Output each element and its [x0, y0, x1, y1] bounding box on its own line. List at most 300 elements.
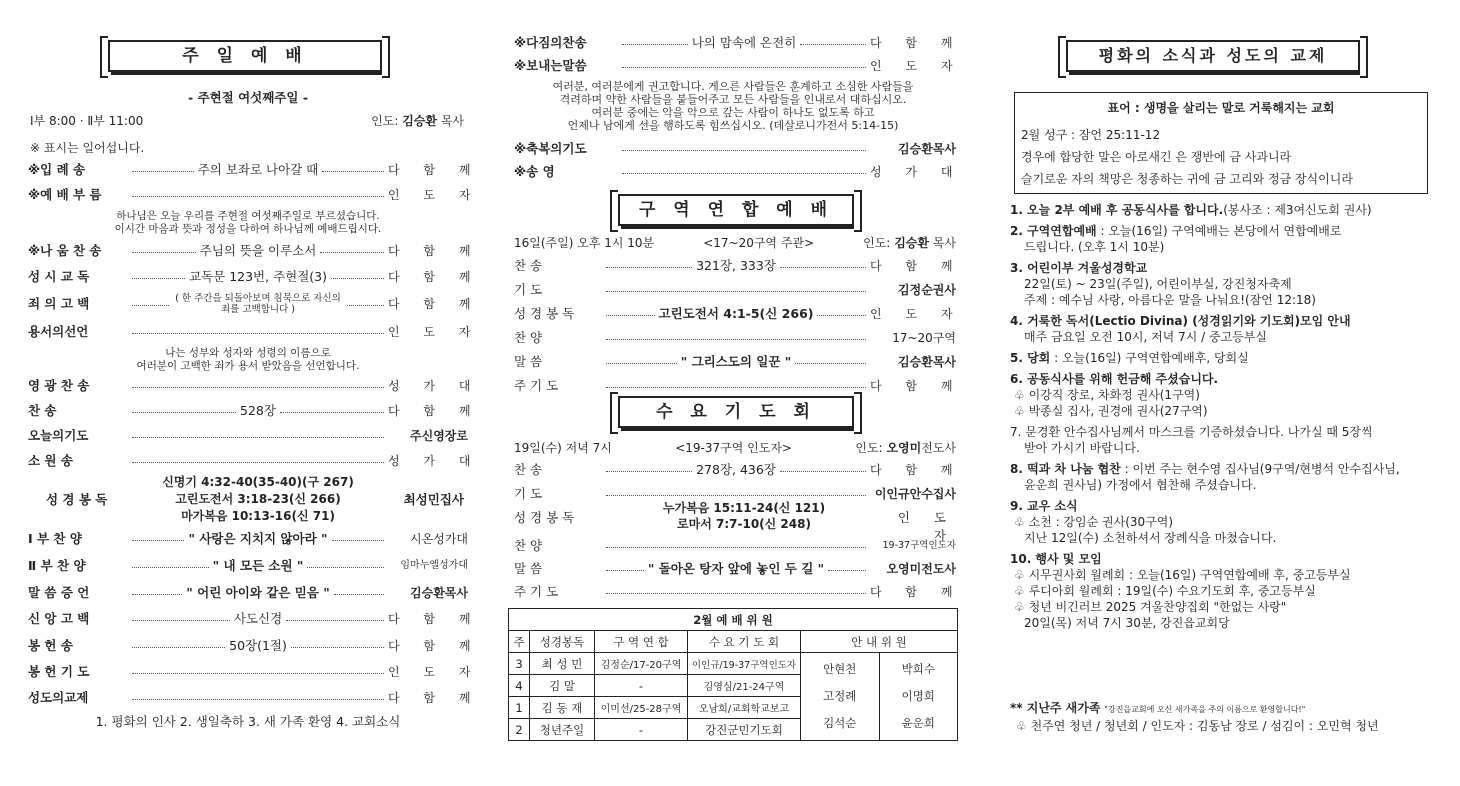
- service-label: 성 경 봉 독: [514, 306, 575, 321]
- table-cell: 김 말: [530, 675, 595, 697]
- news-item-head: [1010, 260, 1436, 276]
- news-item: [1010, 260, 1436, 308]
- leader-dots: [280, 400, 384, 413]
- news-item-head: [1010, 313, 1436, 329]
- table-header: 수 요 기 도 회: [688, 631, 801, 653]
- leader-dots: [286, 608, 384, 621]
- order-right: 다 함 께: [388, 691, 481, 705]
- leader-dots: [606, 351, 677, 364]
- order-label: 죄 의 고 백: [28, 296, 90, 311]
- leader-dots: [606, 375, 866, 388]
- order-label: 신 앙 고 백: [28, 611, 90, 626]
- news-item-line: 받아 가시기 바랍니다.: [1024, 441, 1140, 455]
- service-right: 다 함 께: [870, 585, 963, 599]
- service-label: 찬 양: [514, 330, 543, 345]
- send-text: [506, 80, 960, 132]
- order-row: [28, 293, 481, 315]
- motto: 표어 : 생명을 살리는 말로 거룩해지는 교회: [1107, 101, 1335, 115]
- order-row: [28, 661, 481, 683]
- district-worship-title: 구 역 연 합 예 배: [618, 194, 854, 226]
- leader-dots: [800, 32, 866, 45]
- leader-dots: [132, 321, 384, 334]
- order-row: [28, 400, 481, 422]
- service-right: 다 함 께: [870, 379, 963, 393]
- news-item-head: [1010, 202, 1436, 218]
- service-time: Ⅰ부 8:00 · Ⅱ부 11:00: [30, 114, 144, 128]
- district-host: <17~20구역 주관>: [703, 236, 815, 250]
- service-label: 찬 송: [514, 462, 543, 477]
- order-right: 성 가 대: [388, 379, 481, 393]
- wednesday-passage: 누가복음 15:11-24(신 121): [662, 501, 826, 515]
- sunday-worship-column: [28, 0, 481, 786]
- leader-label: 인도:: [371, 114, 399, 128]
- new-family-note: "강진읍교회에 오신 새가족을 주의 이름으로 환영합니다!": [1104, 705, 1306, 714]
- table-cell: 오남희/교회학교보고: [688, 697, 801, 719]
- order-row: [28, 635, 481, 657]
- news-item-title: 2. 구역연합예배: [1010, 224, 1097, 238]
- table-cell: 김영심/21-24구역: [688, 675, 801, 697]
- order-right: 다 함 께: [388, 639, 481, 653]
- leader-dots: [132, 528, 184, 541]
- order-row: [28, 321, 481, 343]
- news-item: [1010, 313, 1436, 345]
- leader-dots: [606, 535, 866, 548]
- sunday-worship-title: 주 일 예 배: [108, 40, 382, 72]
- news-item-line: ♧ 이강직 장로, 차화정 권사(1구역): [1014, 388, 1200, 402]
- send-text-line: 여러분 중에는 악을 악으로 갚는 사람이 하나도 없도록 하고: [591, 106, 875, 119]
- usher-name: 고정례: [823, 689, 857, 703]
- forgive-note: [28, 347, 468, 373]
- service-row: [514, 375, 963, 397]
- service-label: 기 도: [514, 486, 543, 501]
- news-item-head: [1010, 424, 1436, 440]
- call-note-line: 하나님은 오늘 우리를 주현절 여섯째주일로 부르셨습니다.: [116, 210, 380, 222]
- news-item-head: [1010, 461, 1436, 477]
- service-label: 찬 양: [514, 538, 543, 553]
- order-label: ※입 례 송: [28, 162, 86, 177]
- order-row: [28, 266, 481, 288]
- stand-note: ※ 표시는 일어섭니다.: [30, 141, 145, 155]
- news-item-head: [1010, 223, 1436, 239]
- service-label: 말 씀: [514, 354, 543, 369]
- table-cell: 강진군민기도회: [688, 719, 801, 741]
- service-content: 고린도전서 4:1-5(신 266): [658, 306, 814, 321]
- leader-dots: [322, 159, 384, 172]
- service-label: 주 기 도: [514, 378, 559, 393]
- news-item-title: 5. 당회: [1010, 351, 1051, 365]
- leader-dots: [132, 293, 169, 306]
- leader-dots: [332, 528, 384, 541]
- service-label: 찬 송: [514, 258, 543, 273]
- order-row: [28, 582, 468, 604]
- leader: [371, 112, 464, 129]
- district-leader-label: 인도:: [863, 236, 891, 250]
- news-title: 평화의 소식과 성도의 교제: [1066, 40, 1360, 72]
- news-item: [1010, 223, 1436, 255]
- scripture-label: 성 경 봉 독: [46, 492, 108, 507]
- order-label: 성도의교제: [28, 690, 89, 705]
- scripture-passage: 고린도전서 3:18-23(신 266): [175, 492, 341, 506]
- news-item-line: 주제 : 예수님 사랑, 아름다운 말을 나눠요!(잠언 12:18): [1024, 293, 1316, 307]
- leader-dots: [606, 303, 655, 316]
- order-content: 교독문 123번, 주현절(3): [189, 269, 328, 284]
- order-content: 사도신경: [233, 611, 283, 626]
- scripture-passage: 마가복음 10:13-16(신 71): [181, 509, 335, 523]
- leader-dots: [132, 687, 384, 700]
- table-header-row: [509, 631, 958, 653]
- leader-dots: [606, 459, 692, 472]
- news-item-line: 매주 금요일 오전 10시, 저녁 7시 / 중고등부실: [1024, 330, 1267, 344]
- leader-dots: [334, 582, 384, 595]
- order-label: 소 원 송: [28, 453, 73, 468]
- service-right: 김승환목사: [898, 355, 957, 369]
- order-row: [28, 184, 481, 206]
- order-right: 인 도 자: [388, 665, 481, 679]
- order-label: ※예 배 부 름: [28, 187, 102, 202]
- order-row: [28, 159, 481, 181]
- table-cell: 김 동 재: [530, 697, 595, 719]
- order-row: [28, 375, 481, 397]
- news-item-line: ♧ 시무권사회 월례회 : 오늘(16일) 구역연합예배 후, 중고등부실: [1014, 568, 1351, 582]
- verse-block: [1021, 124, 1427, 190]
- news-item-title: 6. 공동식사를 위해 헌금해 주셨습니다.: [1010, 372, 1219, 386]
- news-item-line: ♧ 박종실 집사, 권경애 권사(27구역): [1014, 404, 1208, 418]
- order-right: 인 도 자: [388, 188, 481, 202]
- service-row: [514, 55, 963, 77]
- service-row: [514, 558, 956, 580]
- table-cell: 1: [509, 697, 530, 719]
- table-cell: 이인규/19-37구역인도자: [688, 653, 801, 675]
- news-item-head: [1010, 350, 1436, 366]
- subtitle: - 주현절 여섯째주일 -: [187, 90, 309, 105]
- service-content: " 돌아온 탕자 앞에 놓인 두 길 ": [647, 561, 825, 576]
- service-content: " 그리스도의 일꾼 ": [680, 354, 792, 369]
- service-label: ※축복의기도: [514, 141, 587, 156]
- leader-dots: [132, 240, 196, 253]
- order-label: 영 광 찬 송: [28, 378, 90, 393]
- table-header: 구 역 연 합: [595, 631, 688, 653]
- order-right: 주신영장로: [410, 429, 468, 443]
- leader-dots: [828, 558, 866, 571]
- leader-name: 김승환: [402, 114, 437, 128]
- wednesday-leader-label: 인도:: [855, 441, 883, 455]
- wednesday-scripture-label: 성 경 봉 독: [514, 510, 575, 525]
- order-row: [28, 425, 468, 447]
- order-right: 다 함 께: [388, 244, 481, 258]
- service-right: 다 함 께: [870, 259, 963, 273]
- leader-dots: [780, 459, 866, 472]
- service-label: 주 기 도: [514, 584, 559, 599]
- usher-name: 안현천: [823, 662, 857, 676]
- order-label: 찬 송: [28, 403, 57, 418]
- verse-line: 슬기로운 자의 책망은 청종하는 귀에 금 고리와 정금 장식이니라: [1021, 172, 1353, 186]
- scripture-passage: 신명기 4:32-40(35-40)(구 267): [162, 475, 354, 489]
- leader-dots: [132, 266, 185, 279]
- service-row: [514, 581, 963, 603]
- service-label: 말 씀: [514, 561, 543, 576]
- call-note: [28, 210, 468, 236]
- wednesday-host: <19-37구역 인도자>: [675, 441, 792, 455]
- news-item-title: 3. 어린이부 겨울성경학교: [1010, 261, 1148, 275]
- leader-dots: [622, 138, 866, 151]
- leader-dots: [307, 555, 384, 568]
- news-item-text: (봉사조 : 제3여신도회 권사): [1223, 203, 1372, 217]
- usher-name: 이명희: [901, 689, 935, 703]
- news-item-line: 20일(목) 저녁 7시 30분, 강진읍교회당: [1024, 616, 1230, 630]
- order-label: Ⅰ 부 찬 양: [28, 531, 82, 546]
- service-label: ※송 영: [514, 164, 555, 179]
- table-cell: 청년주일: [530, 719, 595, 741]
- service-row: [514, 32, 963, 54]
- district-leader-title: 목사: [932, 236, 956, 250]
- table-header: 성경봉독: [530, 631, 595, 653]
- news-item-line: 지난 12일(수) 소천하셔서 장례식을 마쳤습니다.: [1024, 531, 1277, 545]
- news-item-text: 7. 문경환 안수집사님께서 마스크를 기증하셨습니다. 나가실 때 5장씩: [1010, 425, 1373, 439]
- scripture-reading: [28, 474, 468, 528]
- district-info: [514, 234, 956, 251]
- wednesday-info: [514, 439, 956, 456]
- order-content: 528장: [240, 403, 276, 418]
- order-row: [28, 240, 481, 262]
- news-item-text: : 이번 주는 현수영 집사님(9구역/현병석 안수집사님,: [1120, 462, 1400, 476]
- order-content: 주님의 뜻을 이루소서: [199, 243, 317, 258]
- news-item: [1010, 371, 1436, 419]
- service-row: [514, 161, 963, 183]
- order-label: Ⅱ 부 찬 양: [28, 558, 86, 573]
- leader-dots: [132, 159, 194, 172]
- order-row: [28, 608, 481, 630]
- service-right: 김정순권사: [898, 283, 956, 297]
- motto-box: [1014, 92, 1428, 194]
- worship-column-2: [506, 0, 963, 786]
- district-date: 16일(주일) 오후 1시 10분: [514, 236, 655, 250]
- leader-dots: [606, 279, 866, 292]
- leader-title: 목사: [440, 114, 464, 128]
- order-right: 다 함 께: [388, 612, 481, 626]
- table-cell: 김정순/17-20구역: [595, 653, 688, 675]
- table-cell: 2: [509, 719, 530, 741]
- new-family: [1010, 700, 1436, 735]
- service-content: 나의 맘속에 온전히: [691, 35, 797, 50]
- order-right: 인 도 자: [388, 325, 481, 339]
- news-item-head: [1010, 551, 1436, 567]
- scripture-passages: [138, 474, 378, 525]
- news-item-line: 22일(토) ~ 23일(주일), 어린이부실, 강진청자축제: [1024, 277, 1292, 291]
- order-row: [28, 528, 468, 550]
- service-row: [514, 327, 956, 349]
- order-right: 다 함 께: [388, 163, 481, 177]
- order-row: [28, 450, 481, 472]
- table-cell: -: [595, 719, 688, 741]
- leader-dots: [132, 184, 384, 197]
- service-row: [514, 351, 956, 373]
- order-right: 성 가 대: [388, 454, 481, 468]
- leader-dots: [606, 483, 866, 496]
- service-right: 김승환목사: [898, 142, 956, 156]
- wednesday-leader-name: 오영미: [886, 441, 922, 455]
- news-item-line: 드립니다. (오후 1시 10분): [1024, 240, 1165, 254]
- news-item-title: 9. 교우 소식: [1010, 499, 1078, 513]
- service-right: 다 함 께: [870, 463, 963, 477]
- leader-dots: [291, 635, 384, 648]
- order-content: 주의 보좌로 나아갈 때: [197, 162, 319, 177]
- send-text-line: 언제나 남에게 선을 행하도록 힘쓰십시오. (데살로니가전서 5:14-15): [567, 119, 899, 132]
- service-row: [514, 459, 963, 481]
- news-item: [1010, 350, 1436, 366]
- service-content: 321장, 333장: [696, 258, 776, 273]
- service-row: [514, 255, 963, 277]
- leader-dots: [606, 327, 866, 340]
- forgive-note-line: 나는 성부와 성자와 성령의 이름으로: [165, 347, 331, 359]
- order-content: " 사랑은 지치지 않아라 ": [188, 531, 328, 546]
- table-cell: 4: [509, 675, 530, 697]
- order-label: 성 시 교 독: [28, 269, 90, 284]
- news-item: [1010, 424, 1436, 456]
- order-label: 오늘의기도: [28, 428, 89, 443]
- service-label: ※다짐의찬송: [514, 35, 587, 50]
- leader-dots: [320, 240, 384, 253]
- usher-name: 윤운희: [901, 716, 935, 730]
- service-right: 다 함 께: [870, 36, 963, 50]
- service-right: 인 도 자: [870, 307, 963, 321]
- leader-dots: [132, 608, 230, 621]
- table-header: 주: [509, 631, 530, 653]
- wednesday-passage: 로마서 7:7-10(신 248): [677, 517, 811, 531]
- order-right: 시온성가대: [410, 532, 469, 546]
- table-header: 안 내 위 원: [801, 631, 958, 653]
- wednesday-passages: [644, 500, 844, 532]
- order-row: [28, 687, 481, 709]
- leader-dots: [132, 661, 384, 674]
- leader-dots: [347, 293, 384, 306]
- wednesday-date: 19일(수) 저녁 7시: [514, 441, 612, 455]
- order-label: 말 씀 증 언: [28, 585, 90, 600]
- fellowship-list: 1. 평화의 인사 2. 생일축하 3. 새 가족 환영 4. 교회소식: [95, 714, 401, 729]
- news-item-title: 4. 거룩한 독서(Lectio Divina) (성경읽기와 기도회)모임 안내: [1010, 314, 1351, 328]
- district-leader-name: 김승환: [894, 236, 929, 250]
- news-list: [1010, 202, 1436, 636]
- service-row: [514, 138, 956, 160]
- usher-cell: [801, 653, 880, 741]
- district-leader: [863, 234, 956, 251]
- usher-name: 박희수: [901, 662, 935, 676]
- news-item: [1010, 551, 1436, 631]
- news-item-title: 8. 떡과 차 나눔 협찬: [1010, 462, 1121, 476]
- service-right: 19-37구역인도자: [882, 540, 956, 551]
- forgive-note-line: 여러분이 고백한 죄가 용서 받았음을 선언합니다.: [136, 360, 360, 372]
- leader-dots: [622, 55, 866, 68]
- service-label: ※보내는말씀: [514, 58, 587, 73]
- wednesday-scripture: [514, 500, 956, 543]
- leader-dots: [132, 635, 225, 648]
- order-right: 다 함 께: [388, 404, 481, 418]
- service-row: [514, 279, 956, 301]
- service-right: 17~20구역: [892, 331, 956, 345]
- scripture-reader: 최성민집사: [403, 492, 464, 507]
- leader-dots: [132, 400, 236, 413]
- table-cell: -: [595, 675, 688, 697]
- wednesday-scripture-right: 인 도 자: [897, 510, 956, 543]
- table-cell: 3: [509, 653, 530, 675]
- table-row: [509, 653, 958, 675]
- order-content: ( 한 주간을 되돌아보며 침묵으로 자신의 죄를 고백합니다 ): [175, 293, 341, 315]
- order-right: 임마누엘성가대: [400, 560, 468, 571]
- leader-dots: [817, 303, 866, 316]
- order-label: ※나 움 찬 송: [28, 243, 102, 258]
- service-right: 오영미전도사: [886, 562, 957, 576]
- news-item-text: : 오늘(16일) 구역예배는 본당에서 연합예배로: [1096, 224, 1342, 238]
- service-content: 278장, 436장: [696, 462, 776, 477]
- order-right: 다 함 께: [388, 297, 481, 311]
- leader-dots: [132, 555, 209, 568]
- leader-dots: [606, 581, 866, 594]
- send-text-line: 여러분, 여러분에게 권고합니다. 게으른 사람들은 훈계하고 소심한 사람들을: [552, 80, 914, 93]
- order-label: 봉 헌 송: [28, 638, 73, 653]
- call-note-line: 이시간 마음과 뜻과 정성을 다하여 하나님께 예배드립시다.: [114, 223, 382, 235]
- leader-dots: [795, 351, 866, 364]
- leader-dots: [132, 450, 384, 463]
- news-item-title: 10. 행사 및 모임: [1010, 552, 1102, 566]
- order-right: 김승환목사: [410, 586, 468, 600]
- news-item-line: 윤운희 권사님) 가정에서 협찬해 주셨습니다.: [1024, 478, 1257, 492]
- wednesday-leader-title: 전도사: [921, 441, 956, 455]
- leader-dots: [132, 375, 384, 388]
- leader-dots: [132, 582, 182, 595]
- leader-dots: [132, 425, 384, 438]
- service-row: [514, 303, 963, 325]
- table-cell: 이미선/25-28구역: [595, 697, 688, 719]
- order-right: 다 함 께: [388, 270, 481, 284]
- new-family-line: ♧ 천주연 청년 / 청년회 / 인도자 : 김동남 장로 / 섬김이 : 오민혁 청년: [1016, 719, 1379, 733]
- leader-dots: [780, 255, 866, 268]
- service-label: 기 도: [514, 282, 543, 297]
- service-right: 이인규안수집사: [874, 487, 956, 501]
- leader-dots: [622, 161, 866, 174]
- news-item-line: ♧ 루디아회 월례회 : 19일(수) 수요기도회 후, 중고등부실: [1014, 584, 1316, 598]
- news-item-text: : 오늘(16일) 구역연합예배후, 당회실: [1050, 351, 1249, 365]
- leader-dots: [622, 32, 688, 45]
- news-item-head: [1010, 498, 1436, 514]
- wednesday-prayer-title: 수 요 기 도 회: [618, 396, 854, 428]
- order-content: 50장(1절): [229, 638, 287, 653]
- new-family-heading: ** 지난주 새가족: [1010, 701, 1101, 715]
- news-item: [1010, 202, 1436, 218]
- order-label: 용서의선언: [28, 324, 89, 339]
- order-content: " 어린 아이와 같은 믿음 ": [186, 585, 330, 600]
- news-item: [1010, 461, 1436, 493]
- news-item-head: [1010, 371, 1436, 387]
- order-label: 봉 헌 기 도: [28, 664, 90, 679]
- table-cell: 최 성 민: [530, 653, 595, 675]
- usher-name: 김석순: [823, 716, 857, 730]
- send-text-line: 격려하며 약한 사람들을 붙들어주고 모든 사람들을 인내로서 대하십시오.: [559, 93, 907, 106]
- verse-line: 경우에 합당한 말은 아로새긴 은 쟁반에 금 사과니라: [1021, 150, 1292, 164]
- news-item-line: ♧ 소천 : 강임순 권사(30구역): [1014, 515, 1174, 529]
- order-row: [28, 555, 468, 577]
- service-right: 성 가 대: [870, 165, 963, 179]
- service-right: 인 도 자: [870, 59, 963, 73]
- table-caption: 2월 예 배 위 원: [509, 609, 958, 631]
- verse-ref: 2월 성구 : 잠언 25:11-12: [1021, 128, 1161, 142]
- wednesday-leader: [855, 439, 956, 456]
- leader-dots: [606, 255, 692, 268]
- usher-cell: [879, 653, 958, 741]
- order-content: " 내 모든 소원 ": [212, 558, 304, 573]
- news-column: [1006, 0, 1436, 786]
- leader-dots: [331, 266, 384, 279]
- news-item: [1010, 498, 1436, 546]
- news-item-line: ♧ 청년 비긴러브 2025 겨울찬양집회 "한없는 사랑": [1014, 600, 1287, 614]
